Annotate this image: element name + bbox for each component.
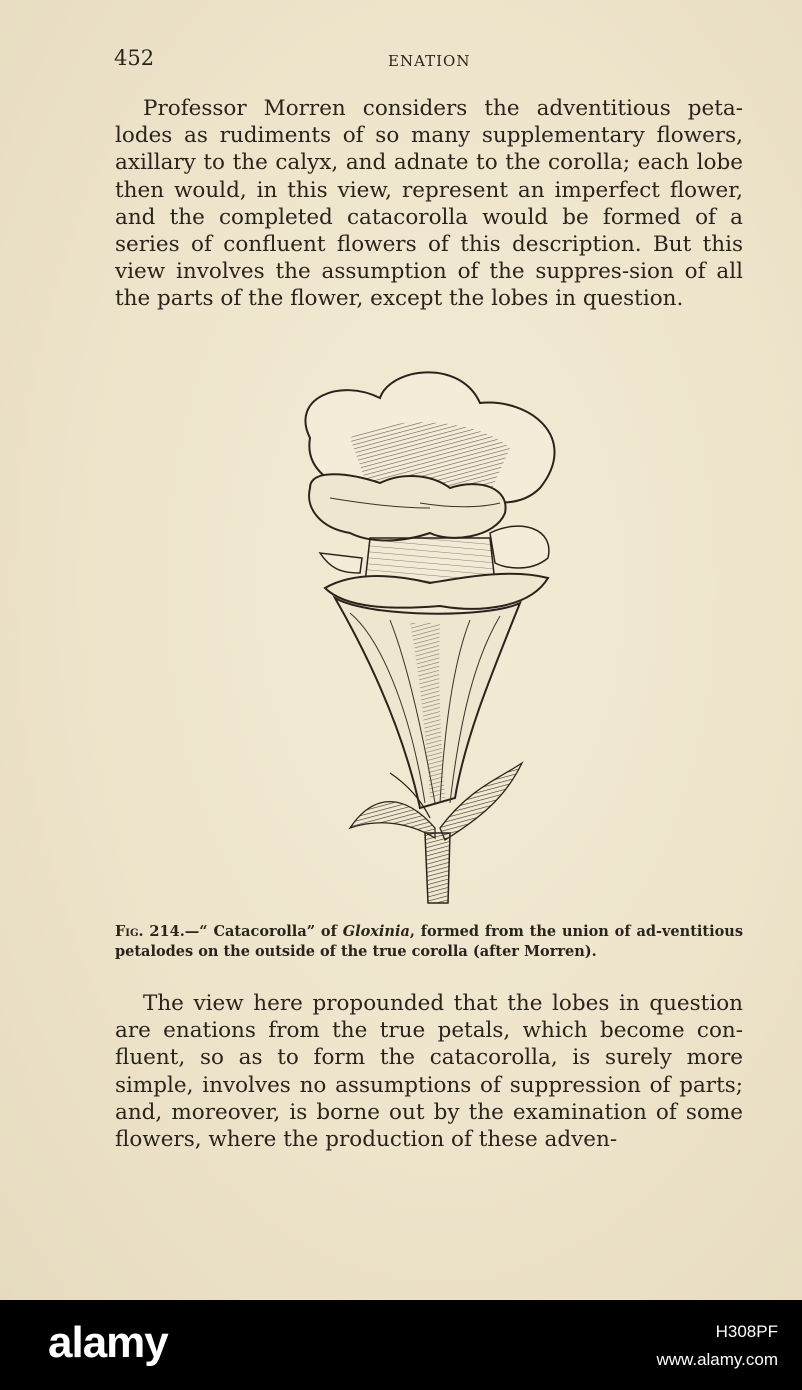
alamy-logo: alamy (48, 1318, 168, 1367)
paragraph-2: The view here propounded that the lobes in question are enations from the true petals, which become con-fluent, so as to form the catacorolla, is surely more simple, involves no assumptions of suppression of parts; and, moreover, is borne out by the examination of some flowers, where the production of these adven- (115, 991, 743, 1153)
gloxinia-catacorolla-drawing (290, 358, 570, 910)
figure-illustration (290, 358, 570, 910)
watermark-bar (0, 1300, 802, 1390)
paragraph-1: Professor Morren considers the adventitious peta-lodes as rudiments of so many supplementary flowers, axillary to the calyx, and adnate to the corolla; each lobe then would, in this view, represent an imperfect flower, and the completed catacorolla would be formed of a series of confluent flowers of this description. But this view involves the assumption of the suppres-sion of all the parts of the flower, except the lobes in question. (115, 96, 743, 312)
running-head: ENATION (388, 52, 471, 70)
caption-genus: Gloxinia (342, 923, 410, 940)
figure-label: Fig. 214.— (115, 923, 200, 940)
watermark-url: www.alamy.com (656, 1350, 778, 1369)
image-id: H308PF (715, 1322, 778, 1341)
caption-text-b: , formed from the union of ad-ventitious petalodes on the outside of the true corolla (after Morren). (115, 923, 743, 960)
figure-caption (115, 922, 743, 962)
page-number: 452 (114, 46, 155, 70)
caption-text-a: “ Catacorolla” of (199, 923, 343, 940)
